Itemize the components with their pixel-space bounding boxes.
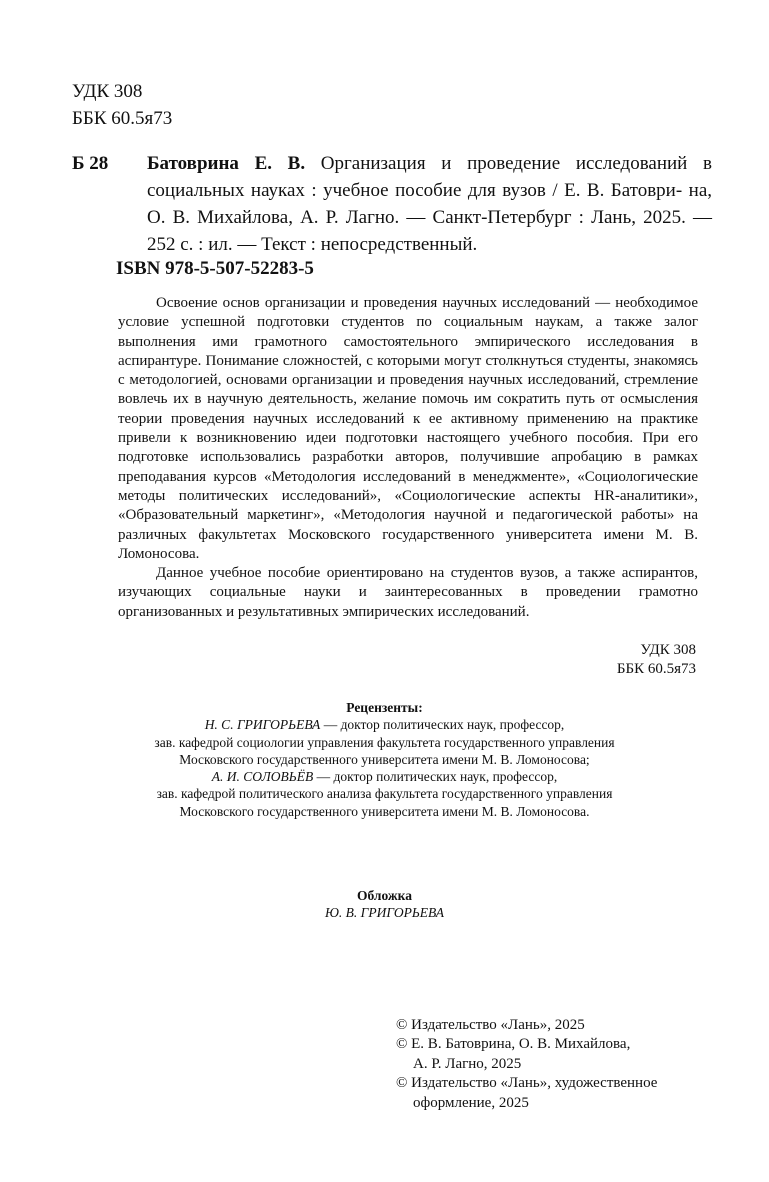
reviewer-affiliation: Московского государственного университета имени М. В. Ломоносова. xyxy=(179,803,590,819)
udk-code: УДК 308 xyxy=(640,642,696,658)
copyright-line: оформление, 2025 xyxy=(413,1094,529,1111)
author-name: Батоврина Е. В. xyxy=(147,153,306,174)
description-line: на, О. В. Михайлова, А. Р. Лагно. — Санкт-Петербург : Лань, xyxy=(147,180,713,228)
udk-code: УДК 308 xyxy=(72,81,143,102)
reviewer-affiliation: Московского государственного университета имени М. В. Ломоносова; xyxy=(179,751,590,767)
cover-credit xyxy=(0,887,769,921)
reviewer-role: — доктор политических наук, профессор, xyxy=(320,717,565,733)
annotation-paragraph: Освоение основ организации и проведения научных исследований — необходимое условие успешной подготовки студентов по социальным наукам, а также залог выполнения ими грамотного самостоятельного эмпирического исследования в аспирантуре. Понимание сложностей, с которыми могут столкнуться студенты, знакомясь с методологией, основами организации и проведения научных исследований, стремление вовлечь их в научную деятельность, желание помочь им сократить путь от осмысления теории проведения научных исследований к ее активному применению на практике привели к возникновению идеи подготовки настоящего учебного пособия. При его подготовке использовались разработки авторов, получившие апробацию в рамках преподавания курсов «Методология исследований в менеджменте», «Социологические методы политических исследований», «Социологические аспекты HR-аналитики», «Образовательный маркетинг», «Методология научной и педагогической работы» на различных факультетах Московского государственного университета имени М. В. Ломоносова. xyxy=(118,295,698,562)
bibliographic-description xyxy=(147,150,712,258)
description-line: социальных науках : учебное пособие для вузов / Е. В. Батоври- xyxy=(147,180,683,201)
catalog-entry xyxy=(72,150,712,258)
description-line: Организация и проведение исследований в xyxy=(320,153,712,174)
udk-bbk-header xyxy=(72,78,172,132)
bbk-code: ББК 60.5я73 xyxy=(616,661,696,677)
author-mark: Б 28 xyxy=(72,153,109,174)
reviewer-line xyxy=(0,716,769,733)
annotation xyxy=(118,294,698,622)
isbn: ISBN 978-5-507-52283-5 xyxy=(116,258,314,279)
cover-heading: Обложка xyxy=(356,888,412,903)
copyright-line: © Издательство «Лань», 2025 xyxy=(396,1017,585,1033)
reviewers-heading: Рецензенты: xyxy=(346,700,423,715)
copyright-line: © Е. В. Батоврина, О. В. Михайлова, xyxy=(396,1036,631,1053)
copyright-line: А. Р. Лагно, 2025 xyxy=(413,1055,522,1072)
reviewer-name: А. И. СОЛОВЬЁВ xyxy=(211,769,314,785)
reviewer-name: Н. С. ГРИГОРЬЕВА xyxy=(204,717,321,733)
description-line: 2025. — 252 с. : ил. — Текст : непосредственный. xyxy=(147,207,713,255)
copyright-block xyxy=(396,1016,657,1113)
udk-bbk-footer xyxy=(617,641,696,679)
reviewer-affiliation: зав. кафедрой социологии управления факультета государственного управления xyxy=(154,734,615,750)
reviewers-block xyxy=(0,699,769,820)
reviewer-line xyxy=(0,768,769,785)
bbk-code: ББК 60.5я73 xyxy=(72,108,173,129)
cover-designer: Ю. В. ГРИГОРЬЕВА xyxy=(324,905,445,920)
reviewer-role: — доктор политических наук, профессор, xyxy=(313,769,558,785)
reviewer-affiliation: зав. кафедрой политического анализа факультета государственного управления xyxy=(156,786,613,802)
annotation-paragraph: Данное учебное пособие ориентировано на студентов вузов, а также аспирантов, изучающих социальные науки и заинтересованных в проведении грамотно организованных и результативных эмпирических исследований. xyxy=(118,565,698,620)
copyright-line: © Издательство «Лань», художественное xyxy=(396,1075,658,1092)
